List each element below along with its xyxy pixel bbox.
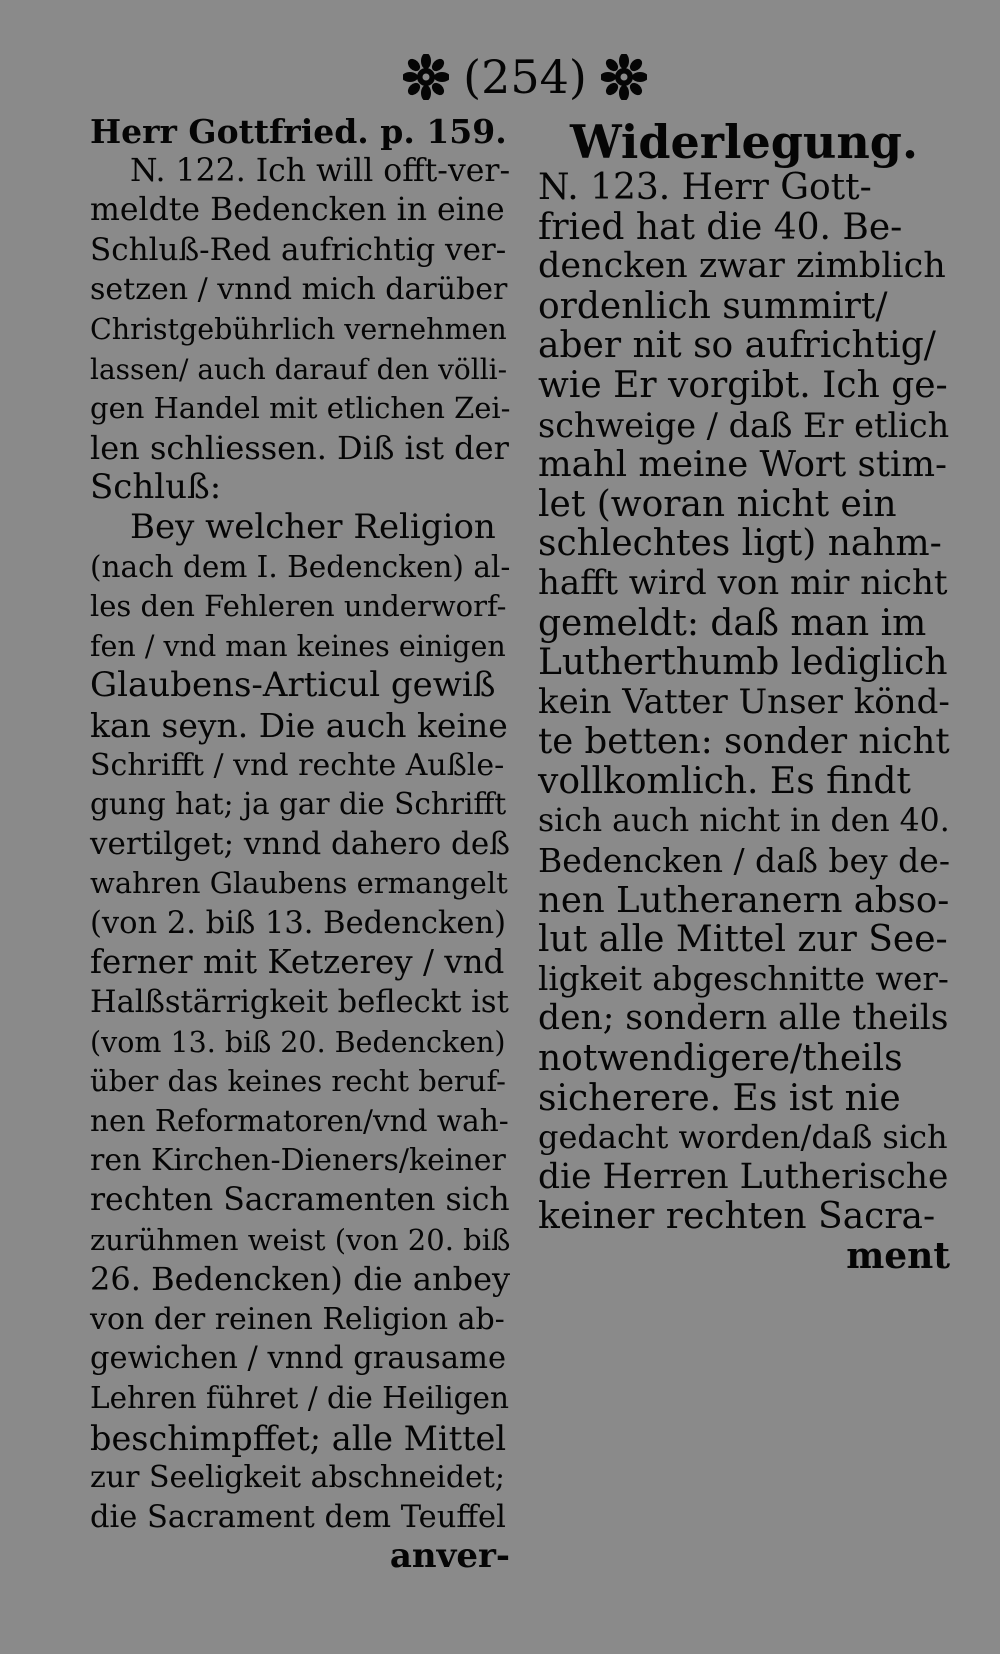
text-line: (von 2. biß 13. Bedencken) (90, 905, 507, 941)
text-line: die Herren Lutherische (538, 1156, 949, 1197)
text-line: Schluß-Red aufrichtig ver- (90, 231, 507, 268)
text-line: lassen/ auch darauf den völli- (90, 352, 508, 386)
text-line: mahl meine Wort stim- (538, 444, 947, 486)
text-line: den; sondern alle theils (538, 998, 949, 1039)
text-line: Bedencken / daß bey de- (538, 841, 950, 881)
catchword: anver- (389, 1536, 510, 1577)
text-line: von der reinen Religion ab- (90, 1301, 505, 1337)
text-line: nen Lutheranern abso- (538, 879, 950, 921)
text-line: (nach dem I. Bedencken) al- (90, 549, 511, 584)
text-line: N. 122. Ich will offt-ver- (130, 152, 511, 189)
text-line: dencken zwar zimblich (538, 246, 946, 287)
text-line: les den Fehleren underworf- (90, 589, 507, 624)
right-heading: Widerlegung. (570, 115, 918, 169)
text-line: hafft wird von mir nicht (538, 562, 948, 603)
text-line: let (woran nicht ein (538, 483, 897, 525)
text-line: gedacht worden/daß sich (538, 1118, 948, 1157)
left-heading: Herr Gottfried. p. 159. (90, 112, 507, 151)
text-line: notwendigere/theils (538, 1038, 903, 1080)
text-line: lut alle Mittel zur See- (538, 919, 948, 961)
text-line: vollkomlich. Es findt (538, 760, 911, 802)
text-line: aber nit so aufrichtig/ (538, 325, 936, 367)
text-line: wie Er vorgibt. Ich ge- (538, 364, 948, 406)
text-line: gewichen / vnnd grausame (90, 1341, 506, 1377)
text-line: Glaubens-Articul gewiß (90, 665, 496, 706)
text-line: ferner mit Ketzerey / vnd (90, 943, 505, 982)
flower-ornament-icon (601, 54, 647, 100)
text-line: te betten: sonder nicht (538, 721, 950, 763)
text-line: beschimpffet; alle Mittel (90, 1418, 507, 1458)
text-line: gen Handel mit etlichen Zei- (90, 391, 511, 426)
text-line: die Sacrament dem Teuffel (90, 1499, 506, 1535)
text-line: keiner rechten Sacra- (538, 1196, 936, 1238)
left-column (90, 112, 510, 1577)
text-line: Halßstärrigkeit befleckt ist (90, 985, 509, 1021)
text-line: fried hat die 40. Be- (538, 206, 903, 248)
text-line: ordenlich summirt/ (538, 285, 888, 327)
text-line: (vom 13. biß 20. Bedencken) (90, 1025, 506, 1059)
text-line: vertilget; vnnd dahero deß (90, 825, 510, 862)
text-line: sicherere. Es ist nie (538, 1077, 901, 1119)
text-line: schlechtes ligt) nahm- (538, 523, 942, 565)
text-line: N. 123. Herr Gott- (538, 167, 872, 208)
text-line: gemeldt: daß man im (538, 602, 927, 644)
catchword: ment (846, 1235, 950, 1278)
text-line: sich auch nicht in den 40. (538, 802, 950, 839)
flower-ornament-icon (403, 54, 449, 100)
text-line: Lehren führet / die Heiligen (90, 1381, 509, 1415)
text-line: gung hat; ja gar die Schrifft (90, 787, 507, 822)
text-line: Schluß: (90, 467, 222, 508)
text-line: kein Vatter Unser könd- (538, 681, 950, 722)
text-line: ren Kirchen-Dieners/keiner (90, 1143, 506, 1179)
text-line: über das keines recht beruf- (90, 1064, 506, 1099)
text-line: schweige / daß Er etlich (538, 405, 950, 445)
page-number: (254) (463, 50, 587, 104)
text-line: nen Reformatoren/vnd wah- (90, 1103, 509, 1138)
text-line: rechten Sacramenten sich (90, 1182, 510, 1219)
text-line: Christgebührlich vernehmen (90, 312, 507, 346)
text-line: fen / vnd man keines einigen (90, 629, 506, 663)
text-line: setzen / vnnd mich darüber (90, 272, 508, 308)
text-line: Schrifft / vnd rechte Außle- (90, 747, 505, 783)
text-line: meldte Bedencken in eine (90, 192, 505, 229)
text-line: zur Seeligkeit abschneidet; (90, 1460, 505, 1496)
page-header (395, 42, 655, 112)
text-line: len schliessen. Diß ist der (90, 428, 509, 467)
text-line: ligkeit abgeschnitte wer- (538, 959, 949, 998)
text-line: kan seyn. Die auch keine (90, 705, 508, 745)
text-line: wahren Glaubens ermangelt (90, 866, 508, 901)
text-line: Lutherthumb lediglich (538, 642, 948, 684)
right-column (538, 112, 950, 1277)
text-line: 26. Bedencken) die anbey (90, 1260, 511, 1299)
text-line: zurühmen weist (von 20. biß (90, 1222, 511, 1257)
text-line: Bey welcher Religion (130, 506, 496, 547)
